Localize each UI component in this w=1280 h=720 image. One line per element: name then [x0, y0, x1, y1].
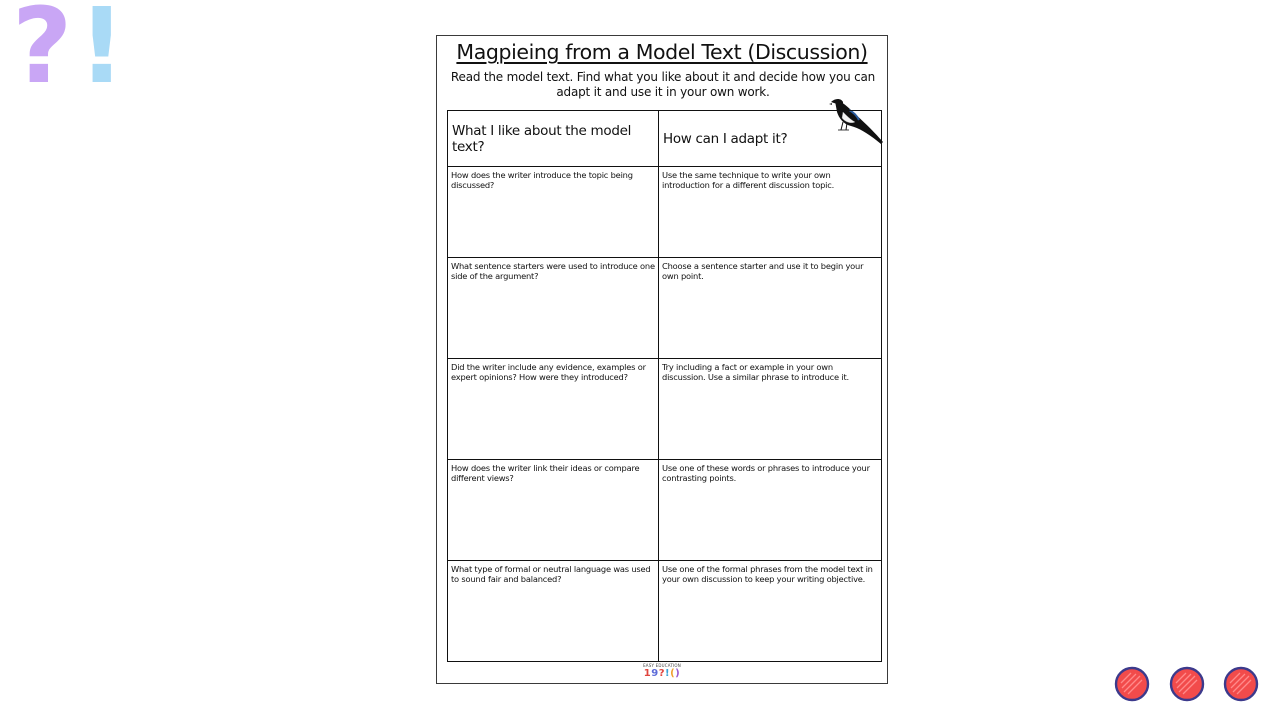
- nav-dot-2[interactable]: [1169, 666, 1205, 702]
- exclamation-mark-decoration: !: [78, 0, 126, 107]
- worksheet-table: [447, 110, 882, 662]
- logo-glyphs: [437, 668, 887, 679]
- logo-glyph: 1: [643, 668, 652, 679]
- worksheet-instructions: Read the model text. Find what you like about it and decide how you can adapt it and use it in your own work.: [450, 70, 876, 99]
- adapt-cell[interactable]: Use the same technique to write your own introduction for a different discussion topic.: [659, 167, 881, 258]
- logo-glyph: 9: [651, 668, 659, 679]
- logo-glyph: (: [670, 668, 676, 679]
- question-cell[interactable]: What sentence starters were used to introduce one side of the argument?: [448, 258, 659, 359]
- scribble-circle-icon: [1114, 666, 1150, 702]
- adapt-cell[interactable]: Use one of the formal phrases from the model text in your own discussion to keep your writing objective.: [662, 564, 873, 584]
- question-cell[interactable]: How does the writer link their ideas or compare different views?: [448, 460, 659, 561]
- worksheet-title: Magpieing from a Model Text (Discussion): [456, 40, 868, 64]
- worksheet-page: [436, 35, 888, 684]
- nav-dot-3[interactable]: [1223, 666, 1259, 702]
- logo-glyph: !: [665, 668, 671, 679]
- header-left: What I like about the model text?: [448, 111, 659, 167]
- scribble-circle-icon: [1223, 666, 1259, 702]
- adapt-cell[interactable]: Use one of these words or phrases to introduce your contrasting points.: [659, 460, 881, 561]
- adapt-cell[interactable]: Try including a fact or example in your own discussion. Use a similar phrase to introduce it.: [659, 359, 881, 460]
- question-cell[interactable]: Did the writer include any evidence, examples or expert opinions? How were they introduced?: [448, 359, 659, 460]
- logo-top-text: EASY EDUCATION: [643, 663, 681, 668]
- logo-glyph: ): [675, 668, 681, 679]
- adapt-cell[interactable]: Choose a sentence starter and use it to begin your own point.: [659, 258, 881, 359]
- question-cell[interactable]: How does the writer introduce the topic being discussed?: [448, 167, 659, 258]
- header-right: How can I adapt it?: [659, 111, 881, 167]
- question-cell[interactable]: What type of formal or neutral language was used to sound fair and balanced?: [448, 561, 659, 661]
- easy-education-logo: [437, 663, 887, 679]
- question-mark-decoration: ?: [12, 0, 73, 107]
- logo-glyph: ?: [658, 668, 666, 679]
- scribble-circle-icon: [1169, 666, 1205, 702]
- nav-dot-1[interactable]: [1114, 666, 1150, 702]
